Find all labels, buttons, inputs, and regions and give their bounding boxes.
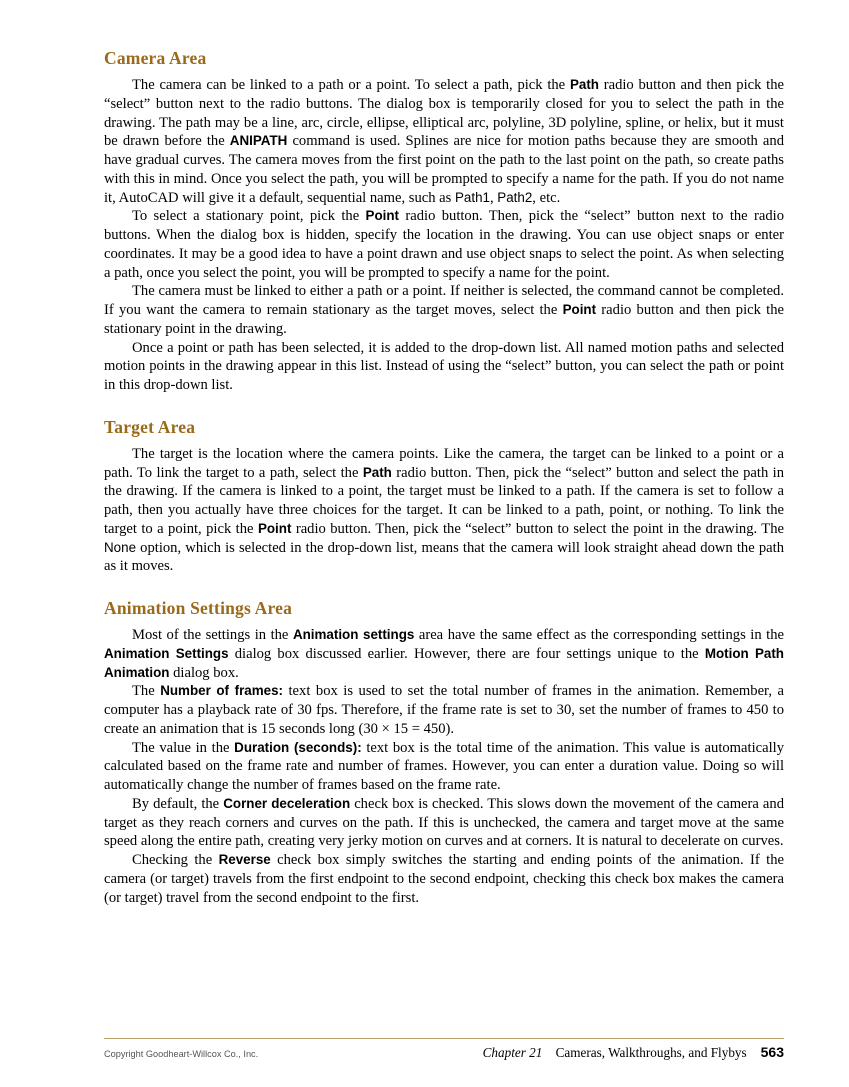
section-heading: Camera Area [104, 48, 207, 68]
footer-chapter [258, 1045, 760, 1061]
paragraph: Once a point or path has been selected, it is added to the drop-down list. All named motion paths and selected motion points in the drawing appear in this list. Instead of using the “select” button, you can select the path or point in this drop-down list. [104, 339, 784, 393]
paragraph: Most of the settings in the Animation settings area have the same effect as the corresponding settings in the Animation Settings dialog box discussed earlier. However, there are four settings unique to the Motion Path Animation dialog box. [104, 627, 784, 681]
footer-page-number: 563 [760, 1044, 784, 1060]
page-footer [104, 1038, 784, 1061]
paragraph: The camera can be linked to a path or a point. To select a path, pick the Path radio button and then pick the “select” button next to the radio buttons. The dialog box is temporarily closed for you to select the path in the drawing. The path may be a line, arc, circle, ellipse, elliptical arc, polyline, 3D polyline, spline, or helix, but it must be drawn before the ANIPATH command is used. Splines are nice for motion paths because they are smooth and have gradual curves. The camera moves from the first point on the path to the last point on the path, so create paths with this in mind. Once you select the path, you will be prompted to specify a name for the path. If you do not name it, AutoCAD will give it a default, sequential name, such as Path1, Path2, etc. [104, 77, 785, 206]
paragraph: By default, the Corner deceleration check box is checked. This slows down the movement of the camera and target as they reach corners and curves on the path. If this is unchecked, the camera and target move at the same speed along the entire path, creating very jerky motion on curves and at corners. It is natural to decelerate on curves. [104, 795, 784, 850]
section-animation-settings-area [104, 598, 784, 907]
section-camera-area [104, 48, 784, 395]
paragraph: The camera must be linked to either a path or a point. If neither is selected, the command cannot be completed. If you want the camera to remain stationary as the target moves, select the Point radio button and then pick the stationary point in the drawing. [104, 283, 784, 337]
paragraph: The Number of frames: text box is used to set the total number of frames in the animation. Remember, a computer has a playback rate of 30 fps. Therefore, if the frame rate is set to 30, set the number of frames to 450 to create an animation that is 15 seconds long (30 × 15 = 450). [104, 683, 784, 737]
section-heading: Animation Settings Area [104, 598, 293, 618]
paragraph: The target is the location where the camera points. Like the camera, the target can be linked to a point or a path. To link the target to a path, select the Path radio button. Then, pick the “select” button and select the path in the drawing. If the camera is linked to a point, the target must be linked to a path. If the camera is set to follow a path, then you actually have three choices for the target. It can be linked to a path, point, or nothing. To link the target to a point, pick the Point radio button. Then, pick the “select” button to select the point in the drawing. The None option, which is selected in the drop-down list, means that the camera will look straight ahead down the path as it moves. [104, 445, 784, 575]
paragraph: Checking the Reverse check box simply switches the starting and ending points of the animation. If the camera (or target) travels from the first endpoint to the second endpoint, checking this check box makes the camera (or target) travel from the second endpoint to the first. [104, 852, 784, 906]
footer-chapter-title: Cameras, Walkthroughs, and Flybys [555, 1045, 747, 1060]
paragraph: The value in the Duration (seconds): text box is the total time of the animation. This value is automatically calculated based on the frame rate and number of frames. However, you can enter a duration value. Doing so will automatically change the number of frames based on the frame rate. [104, 739, 784, 793]
page-content [104, 48, 784, 907]
section-heading: Target Area [104, 416, 196, 437]
section-target-area [104, 417, 784, 576]
footer-chapter-label: Chapter 21 [482, 1045, 543, 1060]
footer-copyright: Copyright Goodheart-Willcox Co., Inc. [104, 1049, 259, 1059]
paragraph: To select a stationary point, pick the Point radio button. Then, pick the “select” button next to the radio buttons. When the dialog box is hidden, specify the location in the drawing. You can use object snaps or enter coordinates. It may be a good idea to have a point drawn and use object snaps to select the point. As when selecting a path, once you select the point, you will be prompted to specify a name for the point. [104, 208, 784, 281]
